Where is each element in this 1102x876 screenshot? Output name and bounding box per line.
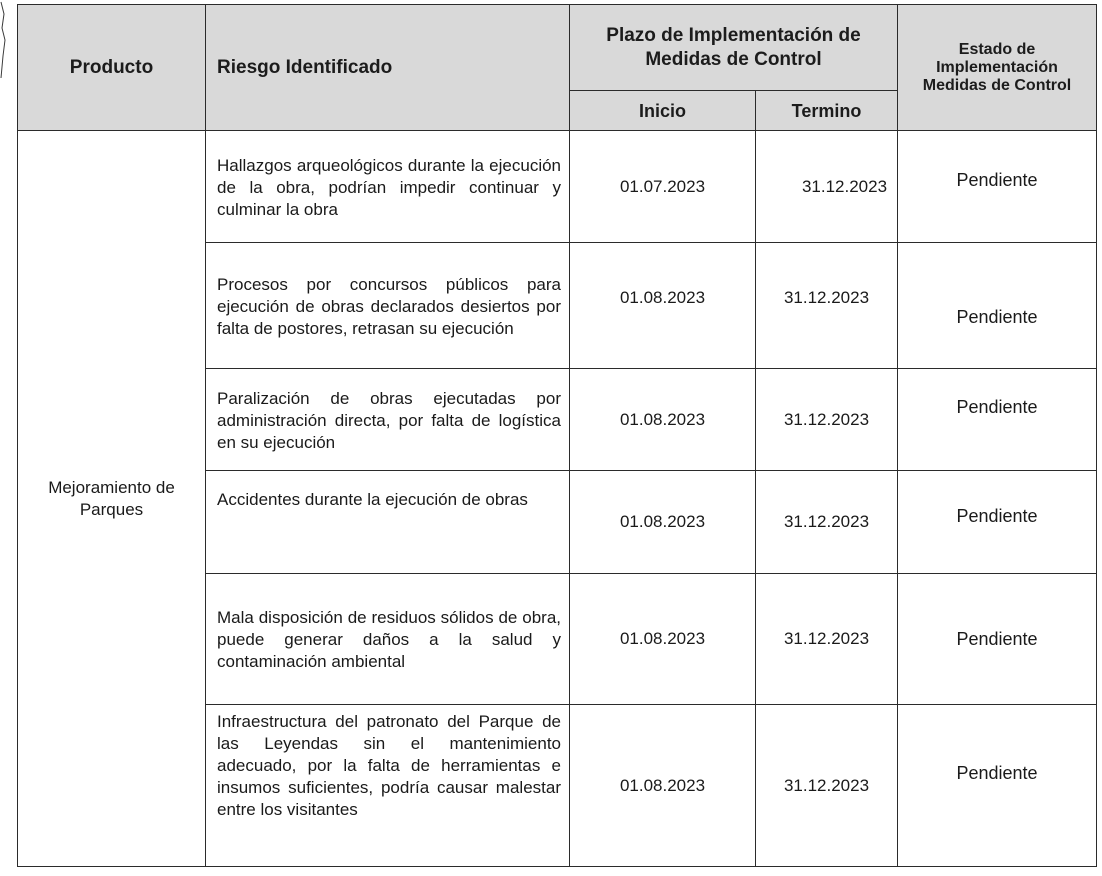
- header-producto: [18, 5, 206, 131]
- start-date: 01.08.2023: [619, 775, 706, 795]
- product-line2: Parques: [79, 499, 144, 519]
- start-date: 01.07.2023: [619, 176, 706, 196]
- risk-cell: Hallazgos arqueológicos durante la ejecución de la obra, podrían impedir continuar y culminar la obra: [206, 131, 570, 243]
- end-date: 31.12.2023: [783, 775, 870, 795]
- header-estado-line1: Estado de: [958, 40, 1036, 58]
- header-estado-line3: Medidas de Control: [922, 76, 1072, 94]
- start-date: 01.08.2023: [619, 512, 706, 531]
- header-plazo: [570, 5, 898, 91]
- header-termino: [756, 91, 898, 131]
- header-riesgo: [206, 5, 570, 131]
- start-date-cell: [570, 574, 756, 705]
- table-row: [18, 131, 1097, 243]
- status-text: Pendiente: [956, 505, 1038, 526]
- risk-cell: Infraestructura del patronato del Parque de las Leyendas sin el mantenimiento adecuado, por la falta de herramientas e insumos suficientes, podría causar malestar entre los visitantes: [206, 705, 570, 867]
- risk-cell: Accidentes durante la ejecución de obras: [206, 471, 570, 574]
- status-cell: [898, 243, 1097, 369]
- status-cell: [898, 574, 1097, 705]
- start-date-cell: [570, 243, 756, 369]
- start-date: 01.08.2023: [619, 287, 706, 307]
- start-date: 01.08.2023: [619, 629, 706, 648]
- start-date: 01.08.2023: [619, 409, 706, 429]
- end-date: 31.12.2023: [783, 287, 870, 307]
- status-text: Pendiente: [956, 307, 1038, 327]
- end-date: 31.12.2023: [801, 176, 888, 196]
- status-cell: [898, 131, 1097, 243]
- product-cell: [18, 131, 206, 867]
- risk-cell: Mala disposición de residuos sólidos de obra, puede generar daños a la salud y contaminación ambiental: [206, 574, 570, 705]
- end-date-cell: [756, 131, 898, 243]
- status-text: Pendiente: [956, 170, 1038, 190]
- end-date-cell: [756, 471, 898, 574]
- start-date-cell: [570, 705, 756, 867]
- risk-cell: Procesos por concursos públicos para ejecución de obras declarados desiertos por falta de postores, retrasan su ejecución: [206, 243, 570, 369]
- status-text: Pendiente: [956, 763, 1038, 783]
- end-date: 31.12.2023: [783, 512, 870, 531]
- status-text: Pendiente: [956, 397, 1038, 417]
- header-estado-line2: Implementación: [936, 58, 1058, 76]
- header-riesgo-text: Riesgo Identificado: [217, 56, 393, 78]
- risk-control-table: [17, 4, 1097, 867]
- header-inicio-text: Inicio: [638, 100, 686, 121]
- start-date-cell: [570, 131, 756, 243]
- end-date: 31.12.2023: [783, 409, 870, 429]
- header-inicio: [570, 91, 756, 131]
- end-date-cell: [756, 369, 898, 471]
- header-plazo-line2: Medidas de Control: [645, 48, 822, 70]
- header-estado: [898, 5, 1097, 131]
- margin-ink-mark: [0, 0, 6, 80]
- status-text: Pendiente: [956, 628, 1038, 649]
- end-date-cell: [756, 705, 898, 867]
- status-cell: [898, 471, 1097, 574]
- risk-cell: Paralización de obras ejecutadas por administración directa, por falta de logística en su ejecución: [206, 369, 570, 471]
- product-line1: Mejoramiento de: [48, 477, 175, 497]
- end-date: 31.12.2023: [783, 629, 870, 648]
- start-date-cell: [570, 369, 756, 471]
- start-date-cell: [570, 471, 756, 574]
- header-termino-text: Termino: [791, 100, 862, 121]
- status-cell: [898, 705, 1097, 867]
- end-date-cell: [756, 243, 898, 369]
- status-cell: [898, 369, 1097, 471]
- end-date-cell: [756, 574, 898, 705]
- header-plazo-line1: Plazo de Implementación de: [606, 24, 861, 46]
- header-producto-text: Producto: [69, 56, 154, 78]
